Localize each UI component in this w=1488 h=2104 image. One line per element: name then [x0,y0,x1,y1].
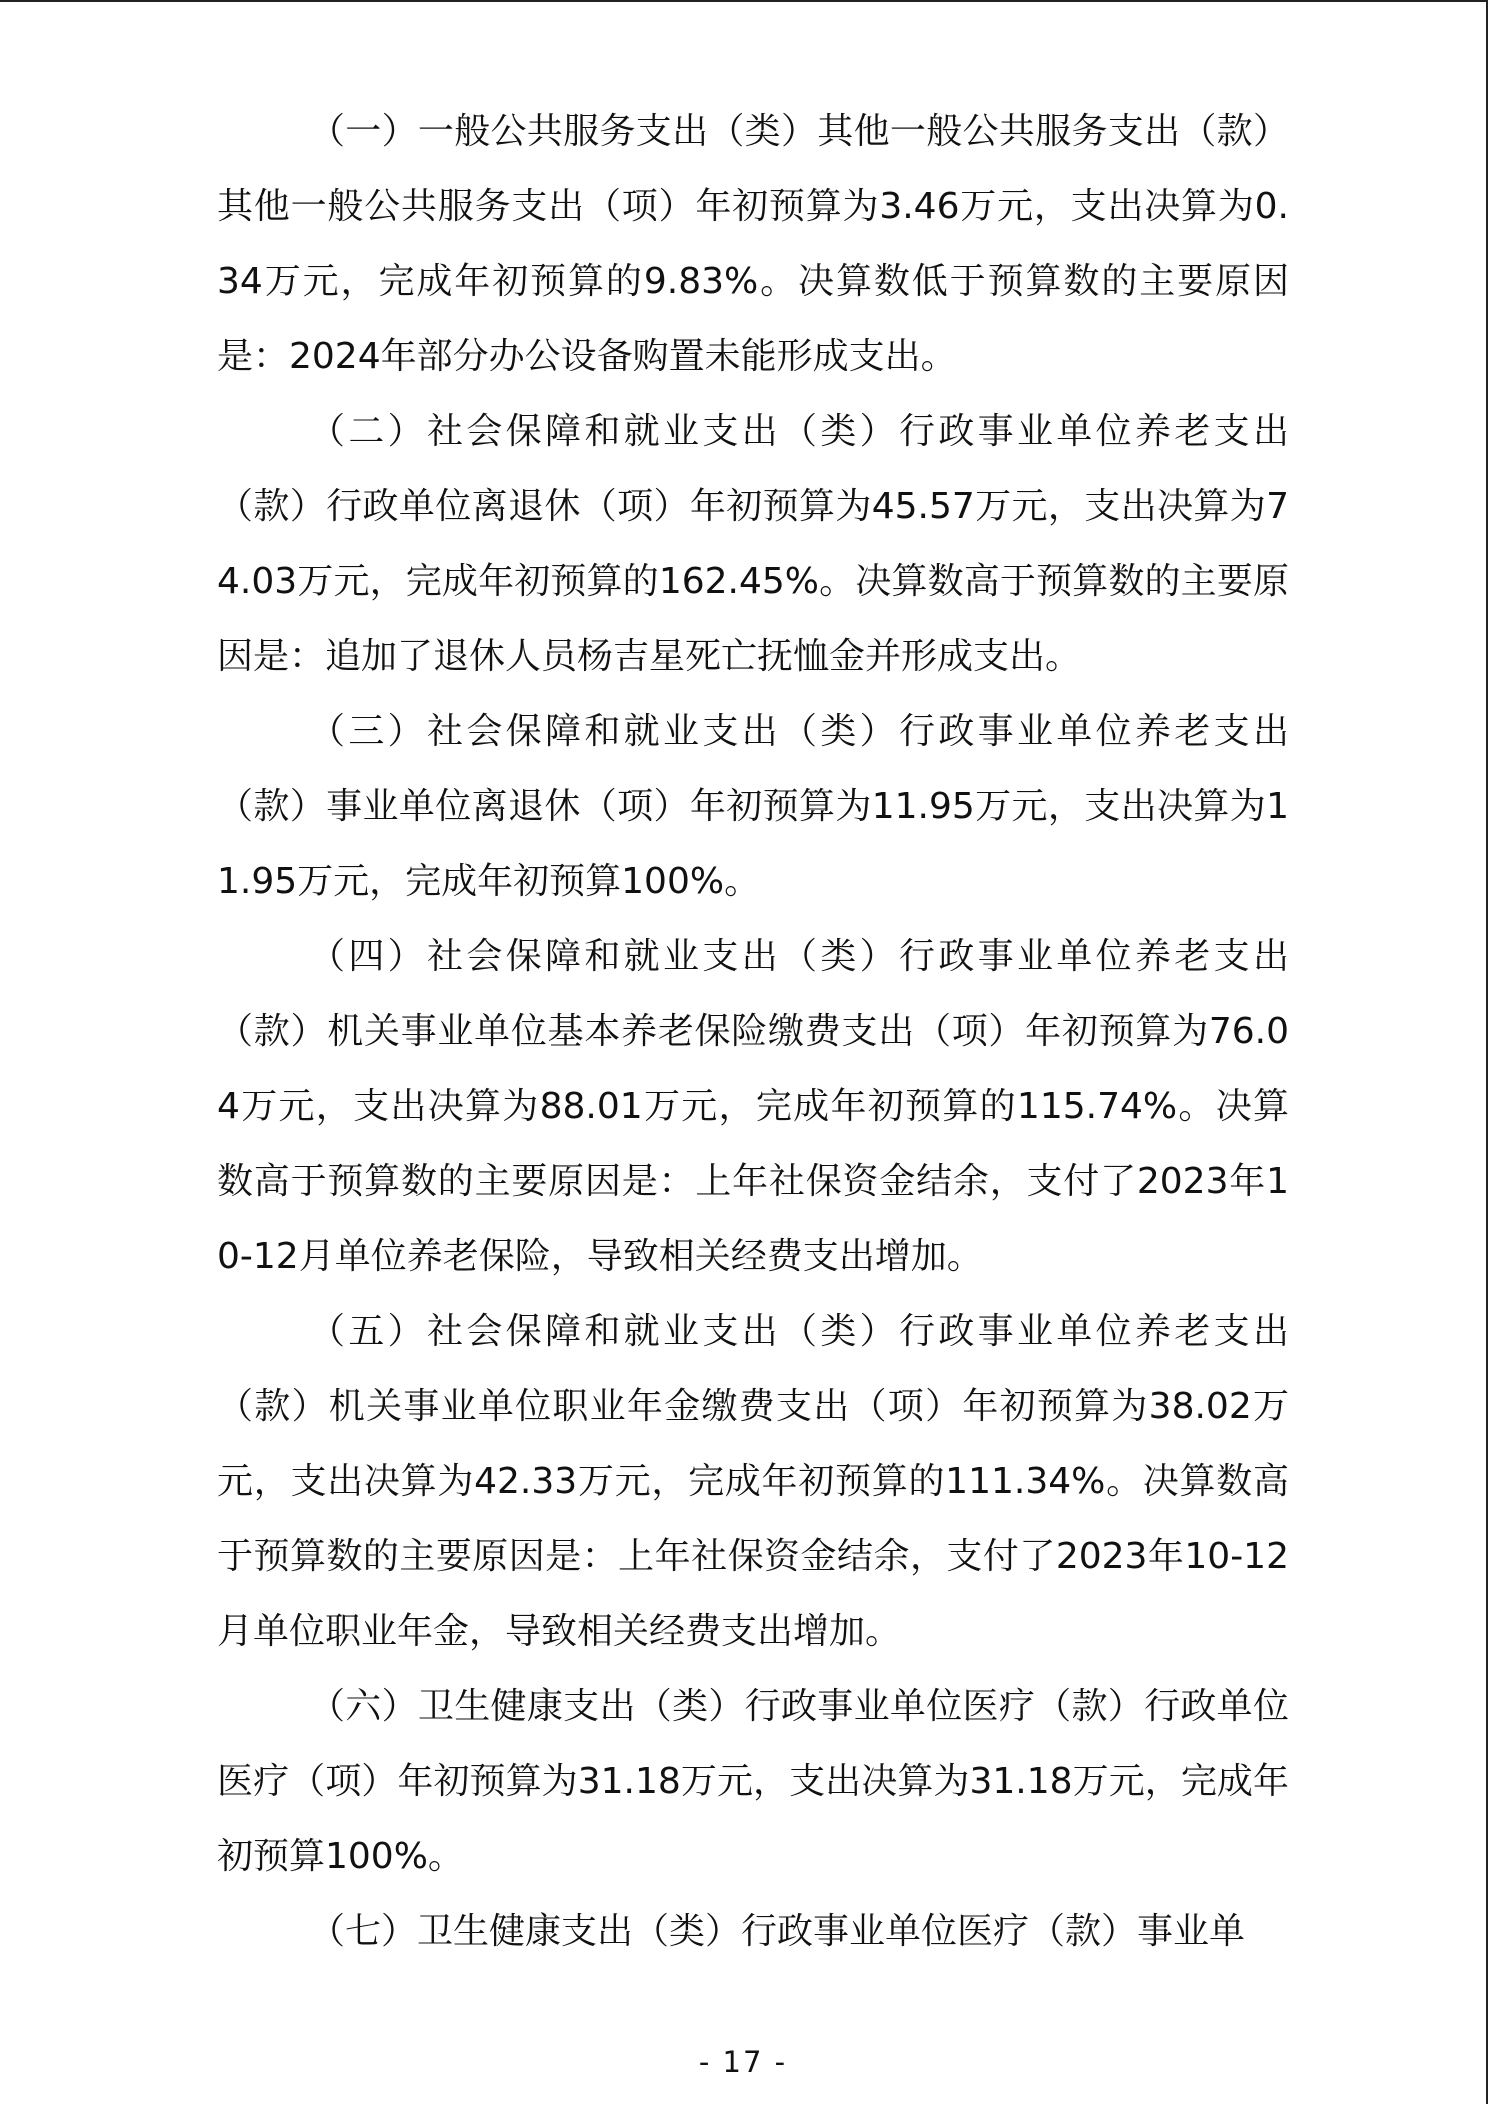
page-number: - 17 - [698,2045,788,2079]
paragraph-5: （五）社会保障和就业支出（类）行政事业单位养老支出（款）机关事业单位职业年金缴费支出（项）年初预算为38.02万元，支出决算为42.33万元，完成年初预算的111.34%。决算数高于预算数的主要原因是：上年社保资金结余，支付了2023年10-12月单位职业年金，导致相关经费支出增加。 [217,1311,1289,1652]
paragraph-3: （三）社会保障和就业支出（类）行政事业单位养老支出（款）事业单位离退休（项）年初预算为11.95万元，支出决算为11.95万元，完成年初预算100%。 [217,711,1289,902]
paragraph-1: （一）一般公共服务支出（类）其他一般公共服务支出（款）其他一般公共服务支出（项）年初预算为3.46万元，支出决算为0.34万元，完成年初预算的9.83%。决算数低于预算数的主要原因是：2024年部分办公设备购置未能形成支出。 [217,111,1289,377]
document-body [217,94,1289,1969]
paragraph-6: （六）卫生健康支出（类）行政事业单位医疗（款）行政单位医疗（项）年初预算为31.18万元，支出决算为31.18万元，完成年初预算100%。 [217,1686,1289,1877]
paragraph-2: （二）社会保障和就业支出（类）行政事业单位养老支出（款）行政单位离退休（项）年初预算为45.57万元，支出决算为74.03万元，完成年初预算的162.45%。决算数高于预算数的主要原因是：追加了退休人员杨吉星死亡抚恤金并形成支出。 [217,411,1289,677]
paragraph-7: （七）卫生健康支出（类）行政事业单位医疗（款）事业单 [309,1911,1246,1952]
paragraph-4: （四）社会保障和就业支出（类）行政事业单位养老支出（款）机关事业单位基本养老保险缴费支出（项）年初预算为76.04万元，支出决算为88.01万元，完成年初预算的115.74%。决算数高于预算数的主要原因是：上年社保资金结余，支付了2023年10-12月单位养老保险，导致相关经费支出增加。 [217,936,1289,1277]
